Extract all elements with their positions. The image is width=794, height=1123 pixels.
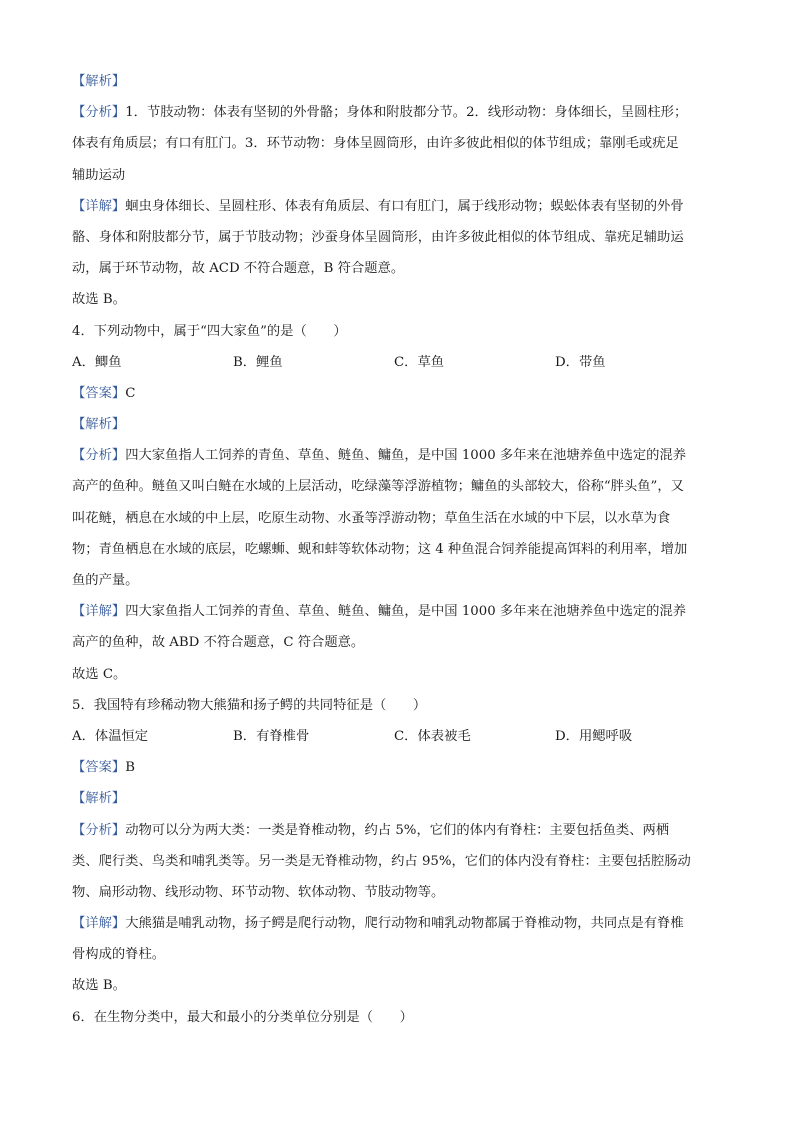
conclusion: 故选 B。	[72, 978, 126, 994]
detail-text: 蛔虫身体细长、呈圆柱形、体表有角质层、有口有肛门，属于线形动物；蜈蚣体表有坚韧的外骨	[125, 198, 684, 214]
answer-line	[72, 378, 722, 409]
option-b: B．有脊椎骨	[233, 728, 310, 744]
analysis-line: 物、扁形动物、线形动物、环节动物、软体动物、节肢动物等。	[72, 884, 445, 900]
option-c: C．草鱼	[394, 354, 445, 370]
option-d: D．用鳃呼吸	[555, 728, 633, 744]
jiexi-tag: 【解析】	[72, 417, 126, 433]
question-5: 5．我国特有珍稀动物大熊猫和扬子鳄的共同特征是（ ）	[72, 697, 427, 713]
option-a: A．体温恒定	[72, 728, 149, 744]
conclusion: 故选 B。	[72, 292, 126, 308]
xiangjie-tag: 【详解】	[72, 916, 126, 932]
option-d: D．带鱼	[555, 354, 606, 370]
analysis-text: 动物可以分为两大类：一类是脊椎动物，约占 5%，它们的体内有脊柱：主要包括鱼类、两栖	[125, 822, 670, 838]
answer-tag: 【答案】	[72, 760, 126, 776]
detail-line: 动，属于环节动物，故 ACD 不符合题意，B 符合题意。	[72, 261, 405, 277]
analysis-line: 叫花鲢，栖息在水域的中上层，吃原生动物、水蚤等浮游动物；草鱼生活在水域的中下层，以水草为食	[72, 510, 671, 526]
answer-line	[72, 752, 722, 783]
detail-line	[72, 908, 722, 939]
analysis-line: 高产的鱼种。鲢鱼又叫白鲢在水域的上层活动，吃绿藻等浮游植物；鳙鱼的头部较大，俗称“胖头鱼”，又	[72, 479, 684, 495]
option-b: B．鲤鱼	[233, 354, 283, 370]
detail-line: 骨构成的脊柱。	[72, 947, 166, 963]
analysis-line: 鱼的产量。	[72, 573, 139, 588]
analysis-line: 物；青鱼栖息在水域的底层，吃螺蛳、蚬和蚌等软体动物；这 4 种鱼混合饲养能提高饵料的利用率，增加	[72, 541, 688, 557]
answer-value: C	[125, 385, 136, 401]
question-4-options	[72, 347, 722, 378]
fenxi-tag: 【分析】	[72, 822, 126, 838]
question-6: 6．在生物分类中，最大和最小的分类单位分别是（ ）	[72, 1009, 413, 1025]
analysis-line: 类、爬行类、鸟类和哺乳类等。另一类是无脊椎动物，约占 95%，它们的体内没有脊柱：主要包括腔肠动	[72, 853, 691, 869]
jiexi-tag: 【解析】	[72, 74, 126, 89]
answer-tag: 【答案】	[72, 385, 126, 401]
analysis-line	[72, 97, 722, 128]
detail-line: 高产的鱼种，故 ABD 不符合题意，C 符合题意。	[72, 635, 365, 651]
analysis-line	[72, 815, 722, 846]
detail-text: 大熊猫是哺乳动物，扬子鳄是爬行动物，爬行动物和哺乳动物都属于脊椎动物，共同点是有脊椎	[125, 916, 684, 932]
analysis-line: 辅助运动	[72, 167, 126, 183]
option-a: A．鲫鱼	[72, 354, 122, 370]
analysis-line	[72, 440, 722, 471]
question-5-options	[72, 721, 722, 752]
detail-line	[72, 191, 722, 222]
section-tag-jiexi	[72, 66, 722, 97]
analysis-text: 1．节肢动物：体表有坚韧的外骨骼；身体和附肢都分节。2．线形动物：身体细长，呈圆柱形；	[125, 105, 688, 121]
question-4: 4．下列动物中，属于“四大家鱼”的是（ ）	[72, 323, 347, 339]
answer-value: B	[125, 760, 135, 776]
fenxi-tag: 【分析】	[72, 448, 126, 464]
xiangjie-tag: 【详解】	[72, 198, 126, 214]
detail-line: 骼、身体和附肢都分节，属于节肢动物；沙蚕身体呈圆筒形，由许多彼此相似的体节组成、靠疣足辅助运	[72, 229, 684, 245]
detail-line	[72, 596, 722, 627]
jiexi-tag: 【解析】	[72, 791, 126, 807]
section-tag-jiexi	[72, 409, 722, 440]
document-page	[72, 66, 722, 1033]
fenxi-tag: 【分析】	[72, 105, 126, 121]
option-c: C．体表被毛	[394, 728, 471, 744]
xiangjie-tag: 【详解】	[72, 604, 126, 620]
detail-text: 四大家鱼指人工饲养的青鱼、草鱼、鲢鱼、鳙鱼，是中国 1000 多年来在池塘养鱼中选定的混养	[125, 604, 687, 620]
conclusion: 故选 C。	[72, 666, 127, 682]
section-tag-jiexi	[72, 783, 722, 814]
analysis-line: 体表有角质层；有口有肛门。3．环节动物：身体呈圆筒形，由许多彼此相似的体节组成；靠刚毛或疣足	[72, 136, 679, 152]
analysis-text: 四大家鱼指人工饲养的青鱼、草鱼、鲢鱼、鳙鱼，是中国 1000 多年来在池塘养鱼中选定的混养	[125, 448, 687, 464]
